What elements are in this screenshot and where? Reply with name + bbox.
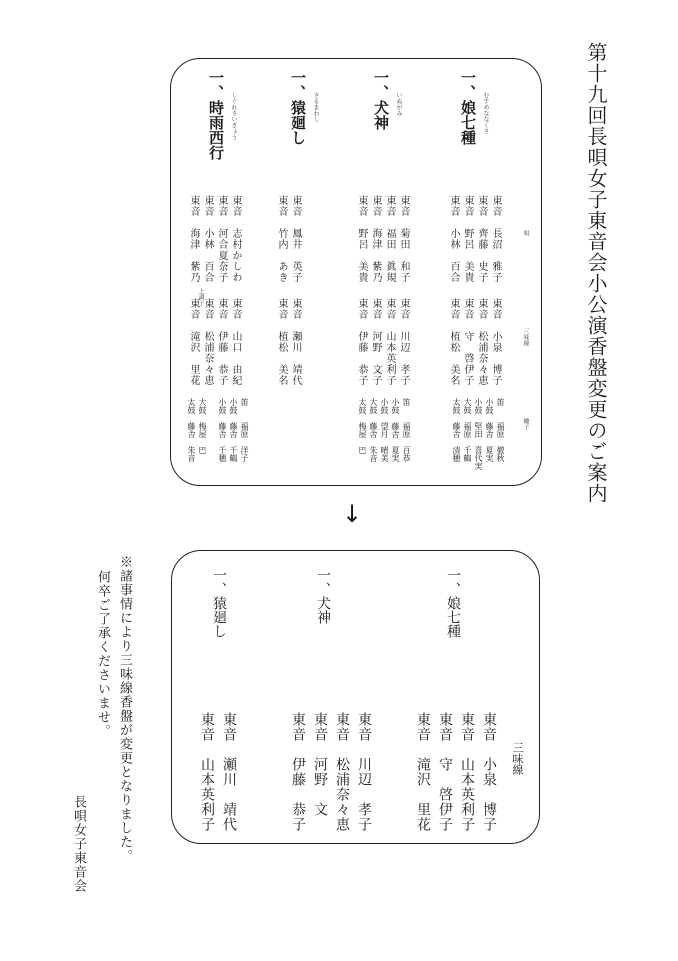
piece-ruby: さるまわし [312, 92, 319, 122]
performer-name: 東音 長沼 雅子 [490, 195, 501, 283]
performer-name: 小鼓 藤舎 千鶴 [229, 398, 238, 462]
performer-name: 東音 山口 由紀 [230, 298, 241, 386]
performer-name: 東音 小泉 博子 [481, 712, 497, 832]
performer-name: 東音 野呂 美貴 [356, 195, 367, 283]
shamisen-section-label: 三味線 [511, 742, 524, 775]
performer-name: 東音 山本英利子 [199, 712, 215, 832]
document-title: 第十九回長唄女子東音会小公演香盤変更のご案内 [584, 42, 608, 504]
performer-name: 東音 山本英利子 [459, 712, 475, 832]
piece-title-musume-nanakusa: 一、娘七種 [445, 568, 461, 638]
piece-title-sarumawashi: 一、猿廻し [289, 70, 307, 145]
performer-name: 東音 海津 紫乃 [370, 195, 381, 283]
performer-name: 東音 海津 紫乃 [188, 195, 199, 283]
performer-name: 東音 松浦奈々恵 [476, 298, 487, 386]
performer-name: 東音 川辺 孝子 [356, 712, 372, 832]
performer-name: 東音 伊藤 恭子 [356, 298, 367, 386]
piece-title-inugami: 一、犬神 [372, 70, 390, 130]
performer-name: 大鼓 梅屋 巴 [198, 398, 207, 454]
performer-name: 東音 小林 百合 [202, 195, 213, 283]
performer-name: 大鼓 福原 千鶴 [463, 398, 472, 462]
performer-name: 東音 菊田 和子 [398, 195, 409, 283]
performer-name: 東音 鳳井 英子 [290, 195, 301, 283]
hayashi-section-label: 囃子 [522, 418, 529, 430]
uwajoshi-note: 上調子 [197, 288, 204, 306]
performer-name: 大鼓 藤舎 朱音 [369, 398, 378, 462]
performer-name: 東音 伊藤 恭子 [290, 712, 306, 832]
performer-name: 東音 植松 美名 [276, 298, 287, 386]
performer-name: 東音 滝沢 里花 [415, 712, 431, 832]
performer-name: 東音 松浦奈々恵 [334, 712, 350, 832]
performer-name: 小鼓 堅田 喜代実 [474, 398, 483, 470]
performer-name: 東音 守 啓伊子 [462, 298, 473, 386]
performer-name: 東音 瀬川 靖代 [221, 712, 237, 832]
performer-name: 東音 齊藤 史子 [476, 195, 487, 283]
performer-name: 小鼓 藤舎 夏実 [391, 398, 400, 462]
performer-name: 東音 伊藤 恭子 [216, 298, 227, 386]
piece-title-inugami: 一、犬神 [315, 568, 331, 624]
performer-name: 東音 福田 眞規 [384, 195, 395, 283]
performer-name: 小鼓 望月 晴美 [380, 398, 389, 462]
performer-name: 太鼓 梅屋 巴 [358, 398, 367, 454]
uta-section-label: 唄 [522, 230, 529, 236]
performer-name: 東音 小林 百合 [448, 195, 459, 283]
performer-name: 東音 河野 文子 [370, 298, 381, 386]
performer-name: 東音 植松 美名 [448, 298, 459, 386]
performer-name: 小鼓 藤舎 千穂 [218, 398, 227, 462]
performer-name: 小鼓 藤舎 夏実 [485, 398, 494, 462]
down-arrow-icon: ↓ [342, 500, 363, 528]
performer-name: 太鼓 藤舎 清穂 [452, 398, 461, 462]
performer-name: 東音 守 啓伊子 [437, 712, 453, 832]
performer-name: 東音 瀬川 靖代 [290, 298, 301, 386]
performer-name: 東音 山本英利子 [384, 298, 395, 386]
performer-name: 東音 志村かしわ [230, 195, 241, 283]
performer-name: 東音 河野 文 [312, 712, 328, 817]
signature: 長唄女子東音会 [71, 795, 86, 893]
piece-title-shigure-saigyo: 一、時雨西行 [207, 70, 225, 160]
performer-name: 太鼓 藤舎 朱音 [187, 398, 196, 462]
performer-name: 東音 野呂 美貴 [462, 195, 473, 283]
shamisen-section-label: 三味線 [522, 328, 529, 346]
notice-line-1: ※諸事情により三味線香盤が変更となりました。 [117, 555, 132, 863]
piece-ruby: しぐれさいぎょう [230, 92, 237, 140]
piece-ruby: いぬがみ [395, 92, 402, 116]
performer-name: 笛 福原 徹秋 [496, 398, 505, 462]
notice-line-2: 何卒ご了承くださいませ。 [95, 570, 110, 738]
piece-ruby: むすめななくさ [482, 92, 489, 134]
performer-name: 東音 小泉 博子 [490, 298, 501, 386]
performer-name: 東音 川辺 孝子 [398, 298, 409, 386]
performer-name: 東音 松浦奈々恵 [202, 298, 213, 386]
performer-name: 東音 滝沢 里花 [188, 298, 199, 386]
piece-title-sarumawashi: 一、猿廻し [211, 568, 227, 638]
performer-name: 笛 福原 百恭 [402, 398, 411, 462]
performer-name: 東音 河合夏奈子 [216, 195, 227, 283]
piece-title-musume-nanakusa: 一、娘七種 [459, 70, 477, 145]
performer-name: 東音 竹内 あき [276, 195, 287, 283]
performer-name: 笛 福原 洋子 [240, 398, 249, 462]
